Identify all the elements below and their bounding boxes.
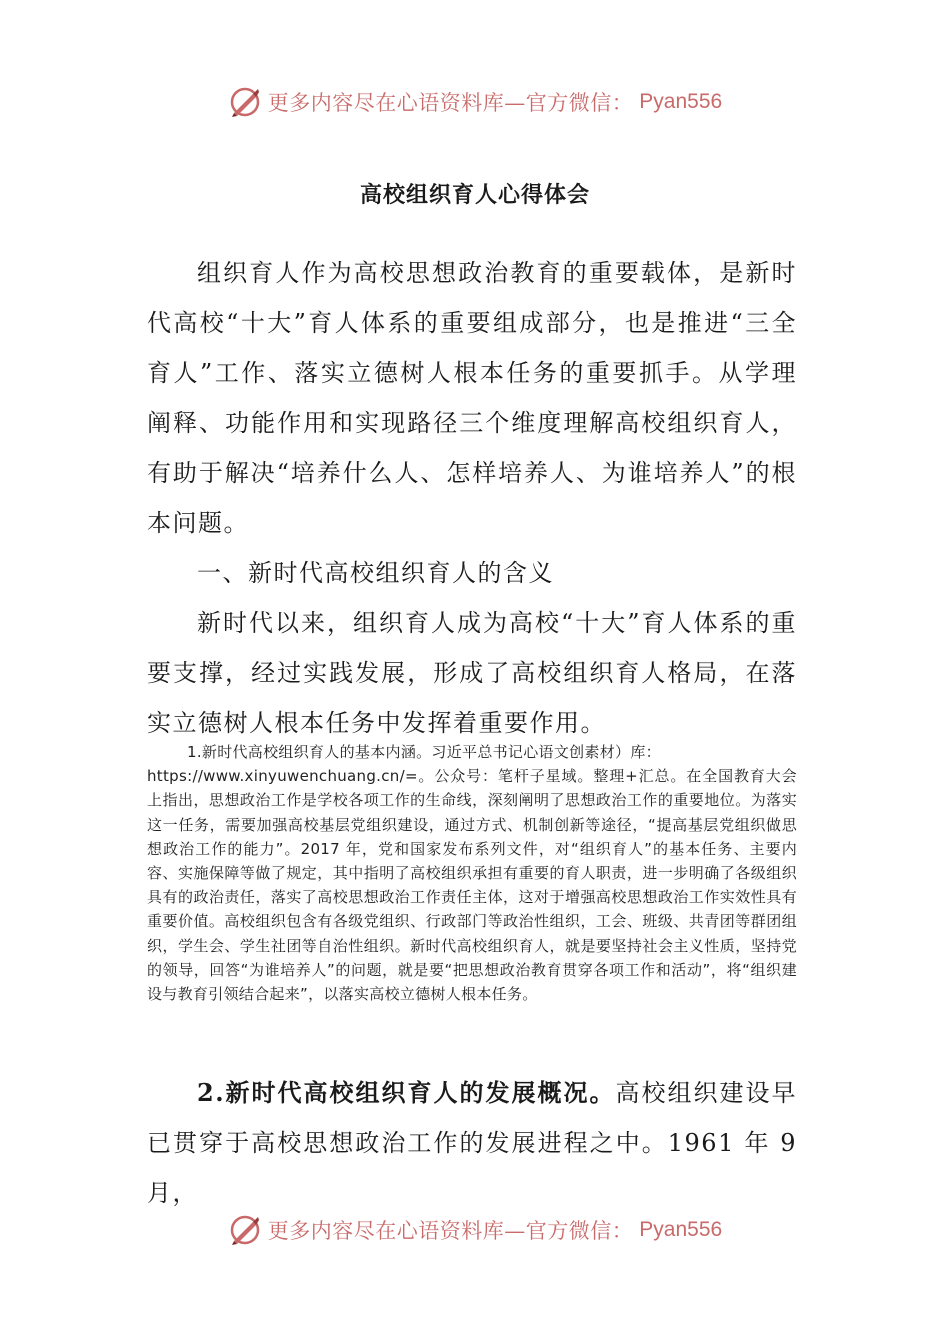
subsection-2-paragraph — [147, 1068, 797, 1218]
watermark-wechat-id: Pyan556 — [639, 1218, 723, 1241]
watermark-text: 更多内容尽在心语资料库—官方微信： — [267, 91, 634, 115]
watermark-text: 更多内容尽在心语资料库—官方微信： — [267, 1219, 634, 1243]
section-heading-text: 一、新时代高校组织育人的含义 — [197, 559, 554, 587]
subsection-1-block — [147, 740, 797, 1006]
watermark-banner-bottom — [0, 1210, 950, 1250]
section-paragraph-text: 新时代以来，组织育人成为高校“十大”育人体系的重要支撑，经过实践发展，形成了高校组织育人格局，在落实立德树人根本任务中发挥着重要作用。 — [147, 609, 797, 737]
subsection-2-text — [147, 1068, 797, 1218]
watermark-wechat-id: Pyan556 — [639, 90, 723, 113]
document-title: 高校组织育人心得体会 — [359, 182, 590, 208]
intro-paragraph — [147, 248, 797, 548]
subsection-1-body: https://www.xinyuwenchuang.cn/=。公众号：笔杆子星域。整理+汇总。在全国教育大会上指出，思想政治工作是学校各项工作的生命线，深刻阐明了思想政治工作的重要地位。为落实这一任务，需要加强高校基层党组织建设，通过方式、机制创新等途径，“提高基层党组织做思想政治工作的能力”。2017 年，党和国家发布系列文件，对“组织育人”的基本任务、主要内容、实施保障等做了规定，其中指明了高校组织承担有重要的育人职责，进一步明确了各级组织具有的政治责任，落实了高校思想政治工作责任主体，这对于增强高校思想政治工作实效性具有重要价值。高校组织包含有各级党组织、行政部门等政治性组织，工会、班级、共青团等群团组织，学生会、学生社团等自治性组织。新时代高校组织育人，就是要坚持社会主义性质，坚持党的领导，回答“为谁培养人”的问题，就是要“把思想政治教育贯穿各项工作和活动”，将“组织建设与教育引领结合起来”，以落实高校立德树人根本任务。 — [147, 767, 797, 1004]
subsection-1-first-line: 1.新时代高校组织育人的基本内涵。习近平总书记心语文创素材）库： — [187, 743, 661, 761]
subsection-2-heading: 2.新时代高校组织育人的发展概况。 — [197, 1078, 616, 1107]
watermark-banner-top — [0, 82, 950, 122]
section-paragraph — [147, 598, 797, 748]
subsection-2-body: 高校组织建设早已贯穿于高校思想政治工作的发展进程之中。1961 年 9 月， — [147, 1079, 797, 1207]
pen-logo-icon — [228, 85, 262, 119]
section-heading — [147, 548, 797, 598]
intro-paragraph-text: 组织育人作为高校思想政治教育的重要载体，是新时代高校“十大”育人体系的重要组成部分，也是推进“三全育人”工作、落实立德树人根本任务的重要抓手。从学理阐释、功能作用和实现路径三个维度理解高校组织育人，有助于解决“培养什么人、怎样培养人、为谁培养人”的根本问题。 — [147, 259, 797, 537]
pen-logo-icon — [228, 1213, 262, 1247]
